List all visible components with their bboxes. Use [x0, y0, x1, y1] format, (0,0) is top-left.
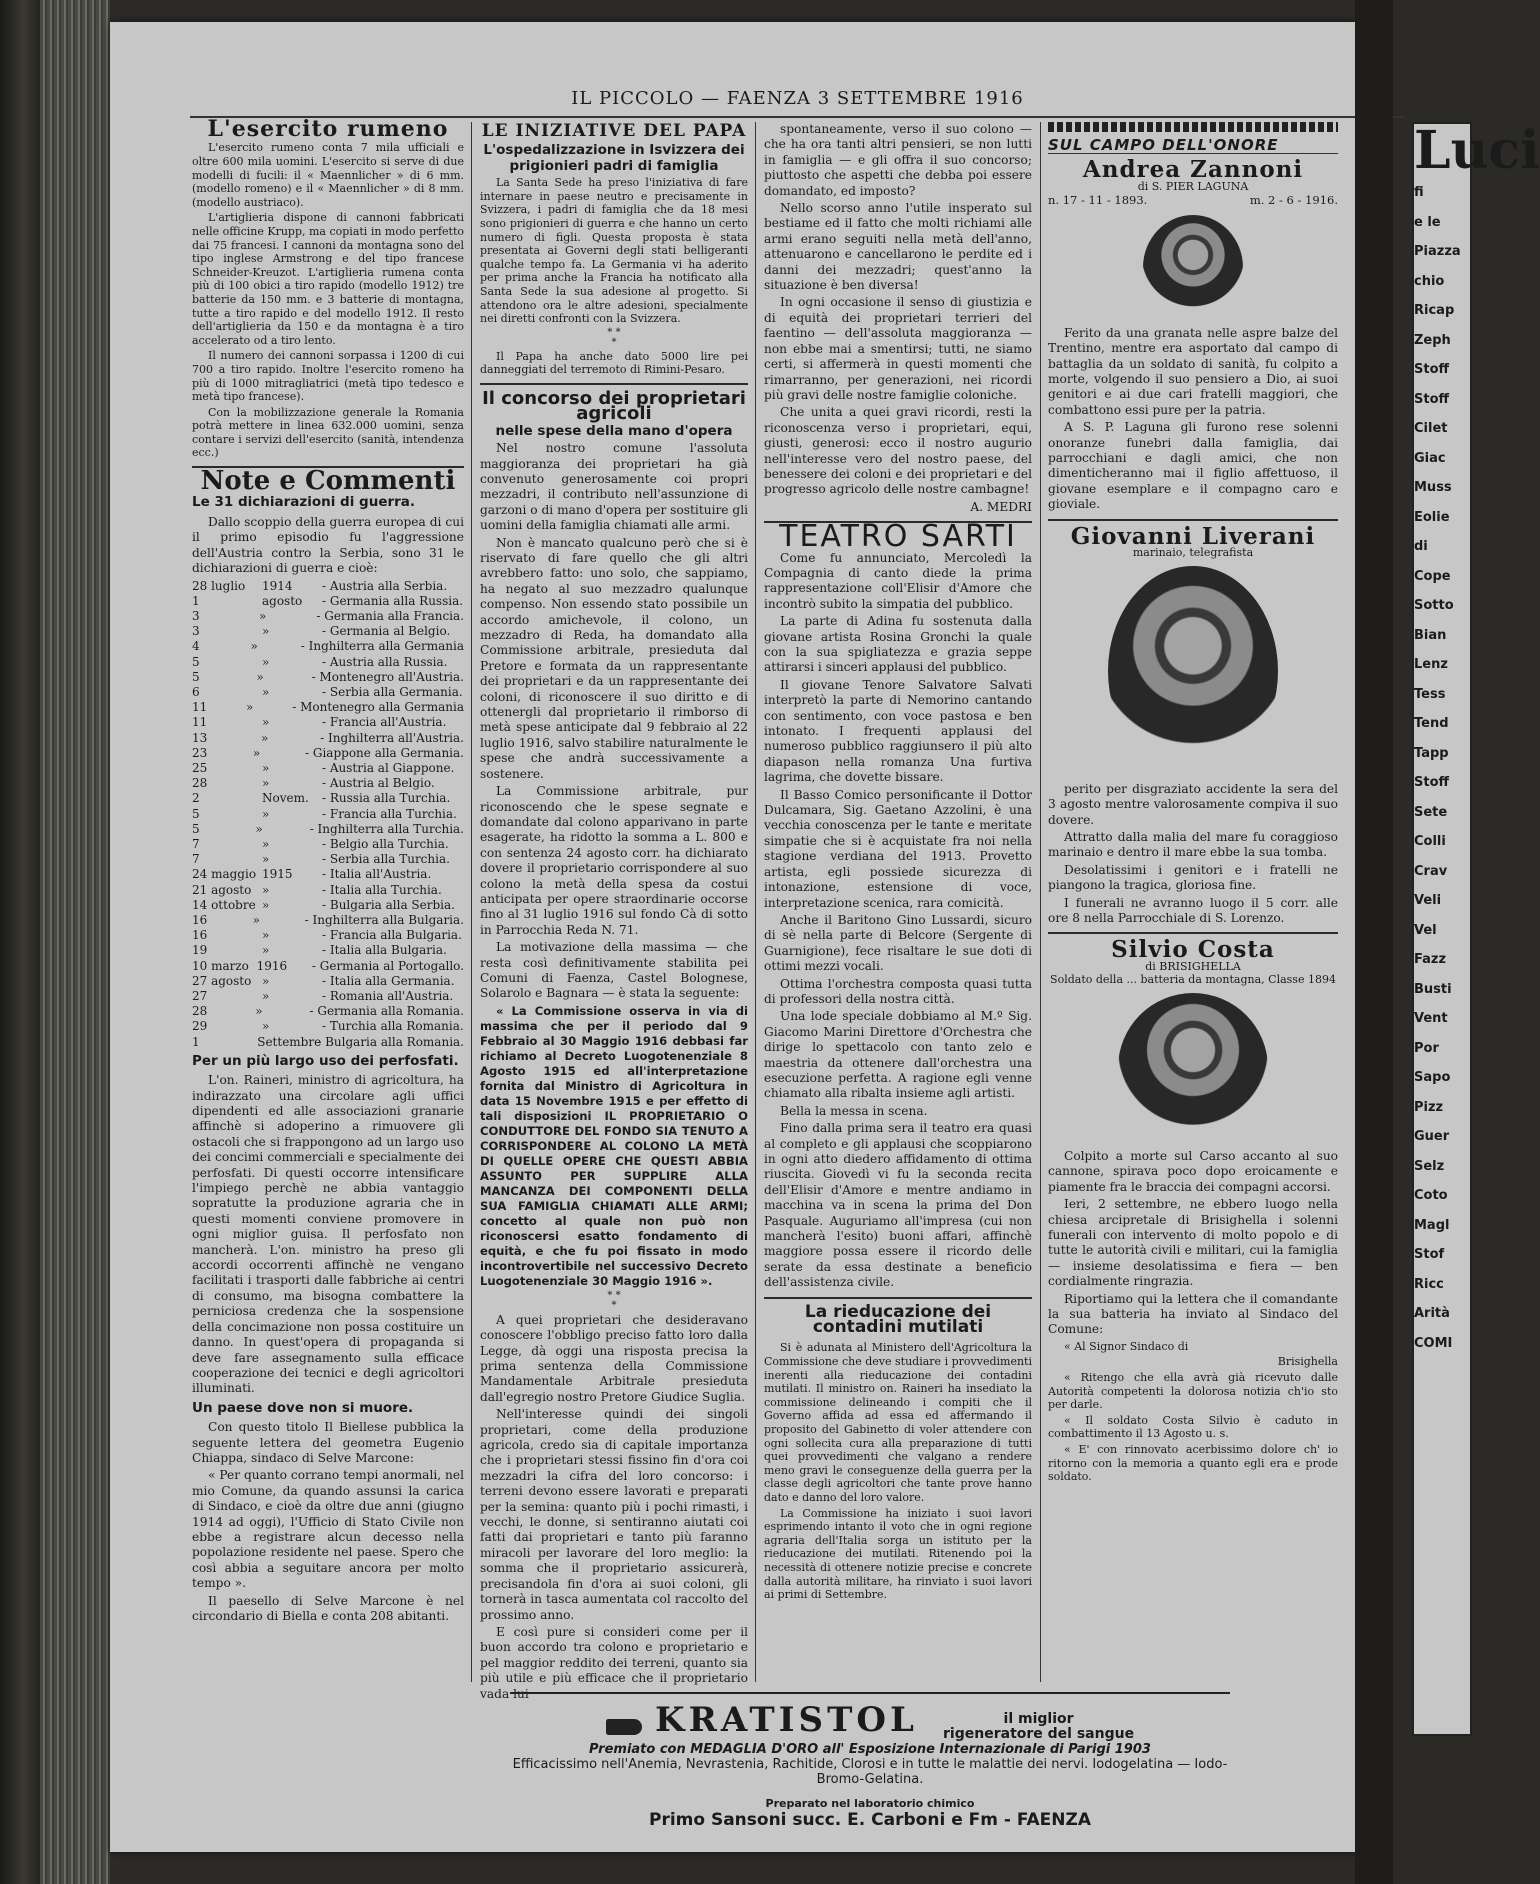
teatro-title: TEATRO SARTI: [779, 519, 1017, 555]
ad-tagline-1: il miglior: [1003, 1710, 1074, 1727]
declaration-date: 14 ottobre: [192, 897, 256, 912]
perfosfati-paragraph: L'on. Raineri, ministro di agricoltura, ha indirazzato una circolare agli uffici dipendenti ed alle associazioni granarie affinchè si adoperino a rimuovere gli ostacoli che si frappongono ad un largo uso dei concimi commerciali e specialmente dei perfosfati. Di questi occorre intensificare l'impiego perchè ne abbia vantaggio sopratutte la produzione agraria che in questi momenti conviene promovere in ogni miglior guisa. Il perfosfato non mancherà. L'on. ministro ha preso gli accordi occorrenti affinchè ne vengano facilitati i trasporti dalle fabbriche ai centri di consumo, ma bisogna combattere la perniciosa credenza che la sospensione della concimazione non possa costituire un danno. In quest'opera di propaganda si deve fare assegnamento sulla efficace cooperazione dei tecnici e degli agricoltori illuminati.: [192, 1073, 464, 1396]
edge-fragment: Stoff: [1414, 362, 1450, 377]
column-1: [192, 116, 464, 1682]
declaration-date: 27 agosto: [192, 973, 252, 988]
divider: [480, 383, 748, 385]
costa-letter: « Ritengo che ella avrà già ricevuto dalle Autorità competenti la dolorosa notizia ch'io sto per darle.: [1048, 1371, 1338, 1412]
edge-fragment: Stoff: [1414, 775, 1450, 790]
declaration-date: 5: [192, 806, 200, 821]
declaration-date: 16: [192, 928, 208, 943]
teatro-paragraph: La parte di Adina fu sostenuta dalla giovane artista Rosina Gronchi la quale con la sua spigliatezza e grazia seppe attirarsi i sinceri applausi del pubblico.: [764, 614, 1032, 675]
declaration-text: - Francia all'Austria.: [322, 715, 447, 730]
declaration-row: [192, 867, 464, 882]
kratistol-ad: [510, 1692, 1230, 1842]
asterism: * * *: [607, 326, 621, 348]
declaration-row: [192, 913, 464, 928]
teatro-paragraph: Anche il Baritono Gino Lussardi, sicuro di sè nella parte di Belcore (Sergente di Guarnigione), fece risaltare le sue doti di ottimi mezzi vocali.: [764, 912, 1032, 974]
declaration-month: 1914: [262, 578, 293, 593]
declaration-date: 5: [192, 654, 200, 669]
declaration-text: - Inghilterra all'Austria.: [320, 730, 464, 745]
declaration-month: »: [252, 912, 260, 927]
ad-brand: KRATISTOL: [655, 1700, 918, 1740]
declaration-date: 27: [192, 988, 208, 1003]
zannoni-paragraph: A S. P. Laguna gli furono rese solenni onoranze funebri dalla famiglia, dai parrocchiani e dagli amici, che non dimenticheranno mai il figlio affettuoso, il giovane esemplare e il compagno caro e gioviale.: [1048, 420, 1338, 512]
edge-fragment: Giac: [1414, 450, 1446, 466]
declaration-month: »: [262, 806, 270, 821]
edge-fragment: COMI: [1414, 1335, 1453, 1351]
esercito-paragraph: Con la mobilizzazione generale la Romania potrà mettere in linea 632.000 uomini, senza contare i servizi dell'esercito (sanità, intendenza ecc.): [192, 405, 464, 460]
teatro-paragraph: Fino dalla prima sera il teatro era quasi al completo e gli applausi che scoppiarono in ogni atto diedero affidamento di ottima riuscita. Giovedì vi fu la seconda recita dell'Elisir d'Amore e mentre andiamo in macchina va in scena la prima del Don Pasquale. Auguriamo all'impresa (cui non mancherà l'esito) buoni affari, affinchè maggiore possa essere il ricordo delle serate da essa destinate a beneficio dell'assistenza civile.: [764, 1121, 1032, 1290]
edge-fragment: Stoff: [1414, 391, 1450, 407]
teatro-paragraph: Bella la messa in scena.: [780, 1103, 928, 1118]
declaration-row: [192, 624, 464, 639]
ad-maker: Primo Sansoni succ. E. Carboni e Fm - FAENZA: [648, 1809, 1092, 1830]
declaration-row: [192, 609, 464, 624]
liverani-paragraph: Attratto dalla malia del mare fu coraggioso marinaio e dentro il mare ebbe la sua tomba.: [1048, 829, 1338, 860]
declaration-row: [192, 898, 464, 913]
page-stack-edge: [40, 0, 110, 1884]
teatro-paragraph: Come fu annunciato, Mercoledì la Compagnia di canto diede la prima rappresentazione coll'Elisir d'Amore che incontrò subito la simpatia del pubblico.: [764, 550, 1032, 611]
adjacent-page-ad: [1412, 120, 1540, 1736]
rieducazione-paragraph: La Commissione ha iniziato i suoi lavori esprimendo intanto il voto che in ogni regione agraria dell'Italia sorga un istituto per la rieducazione dei mutilati. Ritenendo poi la necessità di ottenere notizie precise e concrete dalla autorità militare, ha rinviato i suoi lavori ai primi di Settembre.: [764, 1506, 1032, 1602]
edge-fragment: Colli: [1414, 834, 1446, 849]
declaration-row: [192, 700, 464, 715]
declaration-row: [192, 1019, 464, 1034]
declaration-text: - Giappone alla Germania.: [305, 745, 464, 760]
declaration-text: - Germania al Portogallo.: [311, 958, 464, 973]
edge-fragment: fi: [1414, 185, 1424, 200]
ad-tagline: [943, 1712, 1134, 1742]
declaration-text: - Russia alla Turchia.: [322, 791, 451, 806]
esercito-paragraph: L'esercito rumeno conta 7 mila ufficiali e oltre 600 mila uomini. L'esercito si serve di due modelli di fucili: il « Maennlicher » di 6 mm. (modello romeno) e il « Maennlicher » di 8 mm. (modello austriaco).: [192, 141, 464, 209]
dichiarazioni-intro: Dallo scoppio della guerra europea di cui il primo episodio fu l'aggressione dell'Austria contro la Serbia, sono 31 le dichiarazioni di guerra e cioè:: [192, 514, 464, 576]
declaration-date: 5: [192, 821, 200, 836]
declaration-row: [192, 791, 464, 806]
declaration-text: - Italia alla Germania.: [322, 973, 455, 988]
declaration-row: [192, 746, 464, 761]
declaration-date: 28: [192, 776, 208, 791]
teatro-paragraph: Il Basso Comico personificante il Dottor Dulcamara, Sig. Gaetano Azzolini, è una vecchia conoscenza per le tante e meritate simpatie che si è acquistate fra noi nella stagione verdiana del 1913. Provetto artista, egli possiede sicurezza di intonazione, estensione di voce, interpretazione scenica, rara comicità.: [764, 787, 1032, 910]
edge-fragment: Ricap: [1414, 303, 1455, 318]
papa-subtitle: L'ospedalizzazione in Isvizzera dei prigionieri padri di famiglia: [483, 142, 745, 174]
declaration-row: [192, 943, 464, 958]
declaration-row: [192, 852, 464, 867]
concorso-title: Il concorso dei proprietari agricoli: [482, 387, 746, 425]
paese-paragraph: « Per quanto corrano tempi anormali, nel mio Comune, da quando assunsi la carica di Sindaco, e cioè da oltre due anni (giugno 1914 ad oggi), l'Ufficio di Stato Civile non ebbe a registrare alcun decesso nella popolazione residente nel paese. Spero che così abbia a seguitare ancora per molto tempo ».: [192, 1468, 464, 1591]
edge-fragment: Guer: [1414, 1129, 1450, 1144]
declaration-date: 3: [192, 624, 200, 639]
declaration-month: »: [262, 624, 270, 639]
declaration-date: 24 maggio: [192, 867, 257, 882]
declaration-date: 28: [192, 1004, 208, 1019]
declaration-month: »: [262, 715, 270, 730]
concorso-continued: Nello scorso anno l'utile insperato sul bestiame ed il fatto che molti richiami alle armi erano seguiti nella metà dell'anno, attenuarono e cancellarono le perdite ed i danni dei mezzadri; quest'anno la situazione è ben diversa!: [764, 201, 1032, 293]
declaration-date: 1: [192, 593, 200, 608]
declaration-date: 2: [192, 791, 200, 806]
declaration-row: [192, 959, 464, 974]
edge-fragment: Veli: [1414, 893, 1442, 908]
declaration-month: »: [262, 684, 270, 699]
page-header: IL PICCOLO — FAENZA 3 SETTEMBRE 1916: [190, 82, 1405, 118]
declaration-month: »: [262, 760, 270, 775]
declaration-text: - Serbia alla Turchia.: [322, 852, 450, 867]
declaration-date: 11: [192, 700, 208, 715]
esercito-title: L'esercito rumeno: [207, 116, 449, 142]
concorso-continued: Che unita a quei gravi ricordi, resti la riconoscenza verso i proprietari, equi, giusti, generosi: ecco il nostro augurio nell'interesse vero del nostro paese, del benessere dei coloni e dei proprietari e del progresso agricolo delle nostre cambagne!: [764, 405, 1032, 497]
edge-fragment: Crav: [1414, 863, 1448, 879]
declaration-row: [192, 928, 464, 943]
declaration-text: - Montenegro all'Austria.: [311, 669, 464, 684]
column-rule: [755, 122, 756, 1682]
paese-title: Un paese dove non si muore.: [192, 1399, 414, 1416]
edge-fragment: Fazz: [1414, 952, 1447, 967]
declaration-text: - Serbia alla Germania.: [322, 684, 463, 699]
declaration-month: »: [256, 669, 264, 684]
declaration-month: »: [262, 882, 270, 897]
teatro-paragraph: Una lode speciale dobbiamo al M.º Sig. Giacomo Marini Direttore d'Orchestra che dirige lo spettacolo con tanto zelo e maestria da ottenere dall'orchestra una esecuzione perfetta. A ragione egli venne chiamato alla ribalta insieme agli artisti.: [764, 1009, 1032, 1101]
declaration-date: 23: [192, 745, 208, 760]
costa-portrait: [1118, 993, 1268, 1143]
concorso-subtitle: nelle spese della mano d'opera: [495, 422, 733, 439]
rieducazione-paragraph: Si è adunata al Ministero dell'Agricoltura la Commissione che deve studiare i provvedimenti inerenti alla rieducazione dei contadini mutilati. Il ministro on. Raineri ha insediato la commissione delineando i compiti che il Governo affida ad essa ed affermando il proposito del Gabinetto di voler attendere con ogni sollecita cura alla preparazione di tutti quei provvedimenti che valgano a rendere meno gravi le conseguenze della guerra per la classe degli agricoltori che tante prove hanno dato e danno del loro valore.: [764, 1341, 1032, 1504]
edge-fragment: e le: [1414, 214, 1441, 230]
liverani-paragraph: perito per disgraziato accidente la sera del 3 agosto mentre valorosamente compiva il suo dovere.: [1048, 781, 1338, 827]
costa-letter: Brisighella: [1277, 1355, 1338, 1369]
edge-fragment: Arità: [1414, 1306, 1450, 1321]
declaration-row: [192, 761, 464, 776]
edge-fragment: Ricc: [1414, 1276, 1444, 1292]
declaration-month: 1916: [256, 958, 288, 973]
edge-fragment: Sete: [1414, 804, 1448, 820]
newspaper-page: [110, 22, 1540, 1852]
declaration-text: - Inghilterra alla Bulgaria.: [304, 912, 464, 927]
declaration-text: - Montenegro alla Germania: [292, 700, 464, 715]
declaration-month: »: [262, 988, 270, 1003]
concorso-paragraph: Nell'interesse quindi dei singoli proprietari, come della produzione agricola, credo sia di capitale importanza che i proprietari stessi fissino fin d'ora coi mezzadri la cifra del loro concorso: i terreni devono essere lavorati e preparati per la semina: quanto più i pochi rimasti, i vecchi, le donne, si sentiranno aiutati coi fatti dai proprietari e tanto più faranno miracoli per lavorare del loro meglio: la somma che il proprietario assicurerà, precisandola fin d'ora ai suoi coloni, gli tornerà in tasca aumentata col raccolto del prossimo anno.: [480, 1407, 748, 1622]
declaration-date: 28 luglio: [192, 578, 246, 593]
note-title: Note e Commenti: [200, 466, 456, 497]
edge-fragment: Zeph: [1414, 332, 1451, 348]
next-page-edge: [1355, 0, 1393, 1884]
declaration-month: 1915: [262, 867, 293, 882]
declaration-date: 1: [192, 1034, 200, 1049]
declaration-date: 3: [192, 608, 200, 623]
declaration-month: »: [262, 897, 270, 912]
declaration-month: »: [262, 928, 270, 943]
declaration-month: »: [255, 821, 263, 836]
costa-paragraph: Ieri, 2 settembre, ne ebbero luogo nella chiesa arcipretale di Brisighella i solenni funerali con intervento di molto popolo e di tutte le autorità civili e militari, cui la famiglia — insieme desolatissima e fiera — ben cordialmente ringrazia.: [1048, 1197, 1338, 1289]
liverani-portrait: [1108, 566, 1278, 776]
declaration-date: 11: [192, 715, 208, 730]
teatro-paragraph: Il giovane Tenore Salvatore Salvati interpretò la parte di Nemorino cantando con sentimento, con voce pastosa e ben intonato. I frequenti applausi del numeroso pubblico raggiunsero il più alto diapason nella romanza Una furtiva lagrima, che dovette bissare.: [764, 677, 1032, 785]
pointing-hand-icon: [606, 1719, 642, 1735]
declaration-month: »: [258, 608, 267, 623]
declaration-row: [192, 807, 464, 822]
declaration-date: 7: [192, 852, 200, 867]
declaration-row: [192, 776, 464, 791]
declaration-text: - Germania alla Romania.: [309, 1004, 464, 1019]
edge-fragment: Luci: [1414, 120, 1540, 181]
divider: [1048, 519, 1338, 521]
liverani-paragraph: I funerali ne avranno luogo il 5 corr. alle ore 8 nella Parrocchiale di S. Lorenzo.: [1048, 895, 1338, 925]
edge-fragment: Sapo: [1414, 1070, 1451, 1085]
edge-fragment: Vent: [1414, 1011, 1448, 1026]
asterism: * * *: [607, 1289, 621, 1311]
declaration-text: - Romania all'Austria.: [322, 988, 454, 1003]
declaration-month: agosto: [262, 593, 303, 608]
papa-title: LE INIZIATIVE DEL PAPA: [481, 121, 747, 141]
zannoni-birth: n. 17 - 11 - 1893.: [1048, 193, 1148, 208]
esercito-paragraph: Il numero dei cannoni sorpassa i 1200 di cui 700 a tiro rapido. Inoltre l'esercito romeno ha più di 1000 mitragliatrici (metà tipo tedesco e metà tipo francese).: [192, 349, 464, 404]
ad-tagline-2: rigeneratore del sangue: [943, 1725, 1135, 1742]
declaration-date: 21 agosto: [192, 882, 252, 897]
declaration-month: »: [262, 1019, 270, 1034]
column-2: [480, 121, 748, 1701]
declaration-row: [192, 579, 464, 594]
author-signature: A. MEDRI: [970, 499, 1032, 514]
dichiarazioni-title: Le 31 dichiarazioni di guerra.: [192, 494, 416, 511]
edge-fragment: Selz: [1414, 1158, 1445, 1174]
declaration-row: [192, 670, 464, 685]
declaration-text: - Inghilterra alla Turchia.: [309, 821, 464, 836]
papa-paragraph: Il Papa ha anche dato 5000 lire pei danneggiati del terremoto di Rimini-Pesaro.: [480, 349, 748, 377]
declaration-month: »: [261, 730, 269, 745]
declaration-row: [192, 594, 464, 609]
sul-campo-title: SUL CAMPO DELL'ONORE: [1048, 138, 1338, 154]
declaration-text: - Francia alla Turchia.: [322, 806, 457, 821]
liverani-role: marinaio, telegrafista: [1132, 546, 1254, 560]
ad-lab: Preparato nel laboratorio chimico: [765, 1796, 975, 1810]
declaration-row: [192, 883, 464, 898]
edge-fragment: Cope: [1414, 568, 1451, 584]
decorative-banner: [1048, 122, 1338, 132]
declaration-date: 25: [192, 760, 208, 775]
declaration-text: - Germania al Belgio.: [322, 624, 451, 639]
declaration-date: 6: [192, 684, 200, 699]
concorso-paragraph: A quei proprietari che desideravano conoscere l'obbligo preciso fatto loro dalla Legge, dà oggi una risposta precisa la prima sentenza della Commissione Mandamentale Arbitrale presieduta dall'egregio nostro Pretore Giudice Suglia.: [480, 1312, 748, 1404]
declaration-row: [192, 715, 464, 730]
declaration-row: [192, 837, 464, 852]
declaration-text: - Italia alla Turchia.: [322, 882, 442, 897]
zannoni-portrait: [1143, 215, 1243, 320]
declaration-row: [192, 655, 464, 670]
ad-uses: Efficacissimo nell'Anemia, Nevrastenia, Rachitide, Clorosi e in tutte le malattie dei nervi. Iodogelatina — Iodo-Bromo-Gelatina.: [512, 1756, 1228, 1787]
book-spine: [0, 0, 40, 1884]
column-4: [1048, 122, 1338, 1682]
teatro-paragraph: Ottima l'orchestra composta quasi tutta di professori della nostra città.: [764, 976, 1032, 1006]
concorso-paragraph: Nel nostro comune l'assoluta maggioranza dei proprietari ha già convenuto generosamente coi propri mezzadri, il contributo nell'assunzione di garzoni o di mano d'opera per sostituire gli uomini della famiglia chiamati alle armi.: [480, 441, 748, 533]
concorso-bold-quote: « La Commissione osserva in via di massima che per il periodo dal 9 Febbraio al 30 Maggio 1916 debbasi far richiamo al Decreto Luogotenenziale 8 Agosto 1915 ed all'interpretazione fornita dal Ministro di Agricoltura in data 15 Novembre 1915 e per effetto di tali disposizioni IL PROPRIETARIO O CONDUTTORE DEL FONDO SIA TENUTO A CORRISPONDERE AL COLONO LA METÀ DI QUELLE OPERE CHE QUESTI ABBIA ASSUNTO PER SUPPLIRE ALLA MANCANZA DEI COMPONENTI DELLA SUA FAMIGLIA CHIAMATI ALLE ARMI; concetto al quale non può non riconoscersi esatto fondamento di equità, e che fu poi fissato in modo incontrovertibile nel successivo Decreto Luogotenenziale 30 Maggio 1916 ».: [480, 1003, 748, 1288]
declaration-row: [192, 639, 464, 654]
costa-letter: « E' con rinnovato acerbissimo dolore ch' io ritorno con la memoria a quanto egli era e prode soldato.: [1048, 1442, 1338, 1484]
ad-award: Premiato con MEDAGLIA D'ORO all' Esposizione Internazionale di Parigi 1903: [589, 1741, 1151, 1757]
divider: [764, 1297, 1032, 1299]
rieducazione-title: La rieducazione dei contadini mutilati: [804, 1301, 992, 1338]
perfosfati-title: Per un più largo uso dei perfosfati.: [192, 1052, 459, 1069]
declaration-month: »: [262, 973, 270, 988]
declaration-date: 16: [192, 912, 208, 927]
concorso-paragraph: Non è mancato qualcuno però che si è riservato di fare quello che gli altri avrebbero fatto: uno solo, che sappiamo, ha negato al suo mezzadro qualunque compenso. Non essendo stato possibile un accordo amichevole, il colono, un mezzadro di Reda, ha domandato alla Commissione arbitrale, presieduta dal Pretore e formata da un rappresentante dei proprietari e da un rappresentante dei coloni, di riconoscere il suo diritto e di ottenergli dal proprietario il rimborso di metà spese anticipate dal 9 febbraio al 22 luglio 1916, salvo stabilire naturalmente le spese che andrà successivamente a sostenere.: [480, 535, 748, 781]
declaration-date: 7: [192, 836, 200, 851]
declaration-row: [192, 731, 464, 746]
concorso-continued: spontaneamente, verso il suo colono — che ha ora tanti altri pensieri, se non lutti in famiglia — e gli offra il suo concorso; piuttosto che aspetti che debba poi essere domandato, ed imposto?: [764, 122, 1032, 198]
declaration-date: 29: [192, 1019, 208, 1034]
declaration-month: Settembre: [257, 1034, 322, 1049]
column-rule: [1040, 122, 1041, 1682]
declaration-row: [192, 1004, 464, 1019]
declaration-text: - Austria alla Russia.: [322, 654, 448, 669]
edge-fragment: Tapp: [1414, 745, 1449, 761]
declaration-date: 13: [192, 730, 208, 745]
declaration-text: - Austria al Giappone.: [322, 760, 455, 775]
declaration-text: - Belgio alla Turchia.: [322, 836, 449, 851]
declaration-date: 5: [192, 669, 200, 684]
divider: [1048, 932, 1338, 934]
edge-fragment: Tend: [1414, 716, 1449, 731]
zannoni-origin: di S. PIER LAGUNA: [1137, 179, 1249, 193]
edge-fragment: Magl: [1414, 1217, 1450, 1233]
edge-fragment: Lenz: [1414, 657, 1448, 672]
declaration-month: »: [255, 1004, 263, 1019]
edge-fragment: Eolie: [1414, 509, 1450, 525]
edge-fragment: Pizz: [1414, 1099, 1444, 1115]
declaration-month: »: [262, 654, 270, 669]
declaration-month: »: [245, 700, 254, 715]
concorso-paragraph: E così pure si consideri come per il buon accordo tra colono e proprietario e pel maggior reddito dei terreni, quanto sia più utile e più efficace che il proprietario vada lui: [480, 1624, 748, 1701]
costa-paragraph: Riportiamo qui la lettera che il comandante la sua batteria ha inviato al Sindaco del Comune:: [1048, 1291, 1338, 1337]
declaration-date: 19: [192, 943, 208, 958]
edge-fragment: Sotto: [1414, 598, 1454, 613]
zannoni-paragraph: Ferito da una granata nelle aspre balze del Trentino, mentre era asportato dal campo di battaglia da un soldato di sanità, fu colpito a morte, volgendo il suo pensiero a Dio, ai suoi genitori e ai due cari fratelli maggiori, che combattono essi pure per la patria.: [1048, 325, 1338, 417]
costa-paragraph: Colpito a morte sul Carso accanto al suo cannone, spirava poco dopo eroicamente e piamente fra le braccia dei compagni accorsi.: [1048, 1148, 1338, 1194]
papa-paragraph: La Santa Sede ha preso l'iniziativa di fare internare in paese neutro e precisamente in Svizzera, i padri di famiglia che da 18 mesi sono prigionieri di guerra e che hanno un certo numero di figli. Questa proposta è stata presentata ai Governi degli stati belligeranti qualche tempo fa. La Germania vi ha aderito per prima anche la Francia ha notificato alla Santa Sede la sua adesione al progetto. Si attendono ora le altre adesioni, specialmente nei diretti confronti con la Svizzera.: [480, 176, 748, 326]
declaration-text: - Turchia alla Romania.: [322, 1019, 464, 1034]
costa-letter: « Il soldato Costa Silvio è caduto in combattimento il 13 Agosto u. s.: [1048, 1413, 1338, 1441]
liverani-paragraph: Desolatissimi i genitori e i fratelli ne piangono la tragica, gloriosa fine.: [1048, 862, 1338, 893]
edge-fragment: Vel: [1414, 922, 1437, 938]
declaration-text: - Bulgaria alla Romania.: [317, 1034, 464, 1049]
declaration-month: »: [262, 943, 270, 958]
edge-fragment: Tess: [1414, 686, 1446, 702]
declaration-date: 10 marzo: [192, 958, 249, 973]
edge-fragment: chio: [1414, 273, 1445, 289]
concorso-paragraph: La Commissione arbitrale, pur riconoscendo che le spese segnate e domandate dal colono apparivano in parte esagerate, ha ridotto la somma a L. 800 e con sentenza 24 agosto corr. ha dichiarato dovere il proprietario corrispondere al suo colono la metà della spesa da costui anticipata per opere straordinarie occorse fino al 31 luglio 1916 sul fondo Cà di sotto in Parrocchia Reda N. 71.: [480, 784, 748, 937]
edge-fragment: Coto: [1414, 1188, 1448, 1203]
declaration-row: [192, 974, 464, 989]
costa-letter: « Al Signor Sindaco di: [1064, 1339, 1189, 1353]
costa-name: Silvio Costa: [1111, 936, 1275, 964]
paese-paragraph: Il paesello di Selve Marcone è nel circondario di Biella e conta 208 abitanti.: [192, 1593, 464, 1624]
edge-fragment: Stof: [1414, 1247, 1445, 1262]
declaration-text: - Austria alla Serbia.: [322, 578, 448, 593]
column-3: [764, 122, 1032, 1682]
column-rule: [471, 122, 472, 1682]
declaration-month: »: [262, 836, 270, 851]
declaration-row: [192, 1035, 464, 1050]
declaration-row: [192, 989, 464, 1004]
concorso-continued: In ogni occasione il senso di giustizia e di equità dei proprietari terrieri del faentino — dell'assoluta maggioranza — non ebbe mai a smentirsi; tutti, ne siamo certi, si affermerà in questi momenti che rimarranno, per generazioni, nei ricordi più gravi delle nostre famiglie coloniche.: [764, 295, 1032, 402]
zannoni-name: Andrea Zannoni: [1082, 156, 1304, 184]
paese-paragraph: Con questo titolo Il Biellese pubblica la seguente lettera del geometra Eugenio Chiappa, sindaco di Selve Marcone:: [192, 1420, 464, 1465]
declaration-month: »: [252, 745, 261, 760]
declaration-month: »: [262, 852, 270, 867]
declaration-text: - Italia all'Austria.: [322, 867, 432, 882]
declaration-month: »: [262, 776, 270, 791]
esercito-paragraph: L'artiglieria dispone di cannoni fabbricati nelle officine Krupp, ma copiati in modo perfetto dai 75 francesi. I cannoni da montagna sono del tipo inglese Armstrong e del tipo francese Schneider-Kreuzot. L'artiglieria rumena conta più di 100 obici a tiro rapido (modello 1912) tre batterie da 150 mm. e 3 batterie di montagna, tutte a tiro rapido e del modello 1912. Il resto dell'artiglieria da 150 e da montagna è a tiro accelerato od a tiro lento.: [192, 211, 464, 347]
zannoni-death: m. 2 - 6 - 1916.: [1249, 193, 1338, 208]
declaration-month: Novem.: [262, 791, 309, 806]
edge-fragment: Por: [1414, 1040, 1439, 1056]
declaration-text: - Germania alla Russia.: [322, 593, 464, 608]
edge-fragment: Muss: [1414, 480, 1452, 495]
declaration-text: - Austria al Belgio.: [322, 776, 435, 791]
declarations-list: [192, 579, 464, 1050]
declaration-date: 4: [192, 639, 200, 654]
declaration-row: [192, 822, 464, 837]
declaration-row: [192, 685, 464, 700]
costa-origin: di BRISIGHELLA: [1145, 959, 1241, 973]
declaration-text: - Germania alla Francia.: [316, 608, 464, 623]
declaration-text: - Bulgaria alla Serbia.: [322, 897, 455, 912]
declaration-text: - Inghilterra alla Germania: [300, 639, 464, 654]
zannoni-dates: [1048, 193, 1338, 208]
edge-fragment: Piazza: [1414, 244, 1461, 259]
liverani-name: Giovanni Liverani: [1070, 522, 1316, 550]
edge-fragment: Cilet: [1414, 421, 1448, 436]
concorso-paragraph: La motivazione della massima — che resta così definitivamente stabilita pei Comuni di Faenza, Castel Bolognese, Solarolo e Bagnara — è stata la seguente:: [480, 940, 748, 1001]
declaration-text: - Francia alla Bulgaria.: [322, 928, 462, 943]
declaration-month: »: [250, 639, 258, 654]
declaration-text: - Italia alla Bulgaria.: [322, 943, 447, 958]
edge-fragment: di: [1414, 539, 1428, 554]
costa-role: Soldato della ... batteria da montagna, Classe 1894: [1050, 973, 1336, 987]
edge-fragment: Bian: [1414, 627, 1447, 643]
edge-fragment: Busti: [1414, 981, 1452, 997]
